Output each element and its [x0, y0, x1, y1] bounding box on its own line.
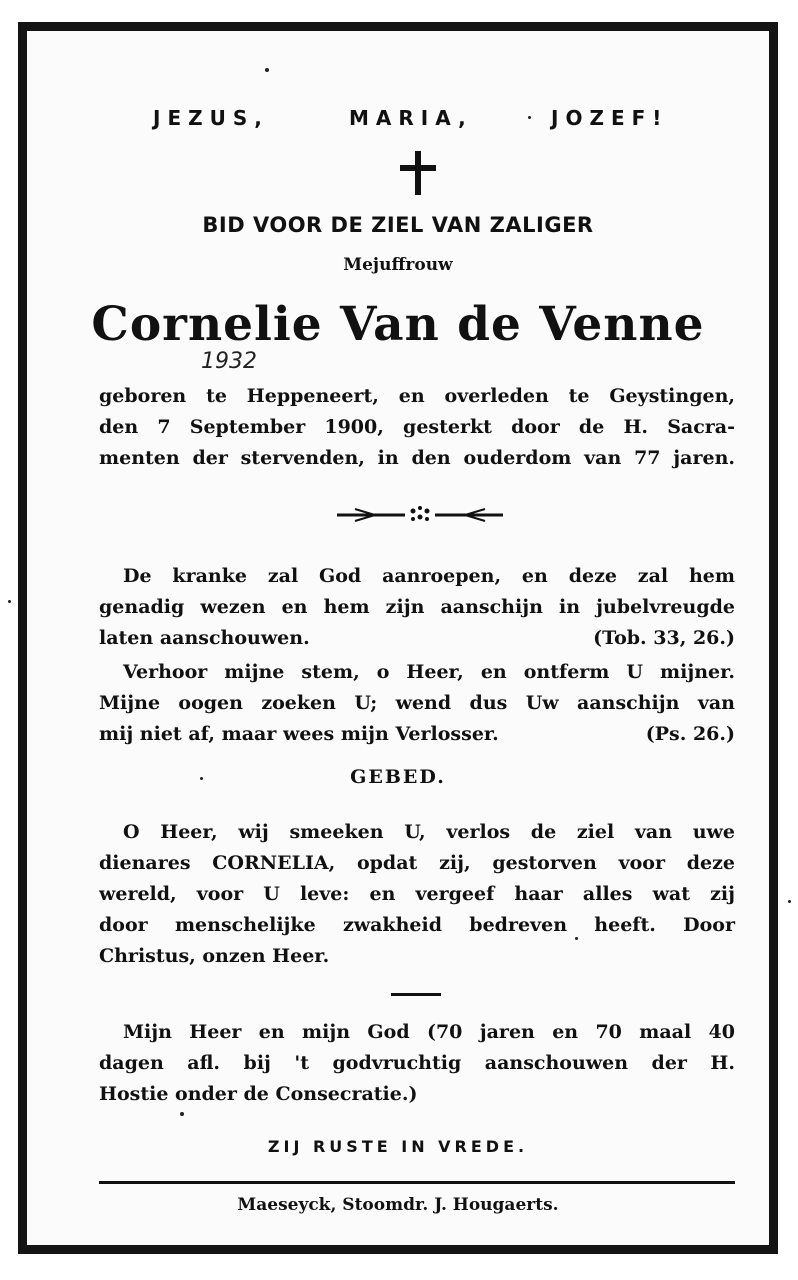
scan-speck: [575, 937, 578, 940]
verse-reference: (Ps. 26.): [645, 723, 735, 745]
prayer-line: O Heer, wij smeeken U, verlos de ziel van uwe: [123, 821, 735, 843]
prayer-line: dienares CORNELIA, opdat zij, gestorven voor deze: [99, 852, 735, 874]
verse-reference: (Tob. 33, 26.): [593, 627, 735, 649]
ornament-divider-icon: [335, 505, 505, 525]
header-maria: MARIA,: [349, 106, 473, 130]
verse-line: Verhoor mijne stem, o Heer, en ontferm U mijner.: [123, 661, 735, 683]
biography-line: den 7 September 1900, gesterkt door de H. Sacra-: [99, 416, 735, 438]
biography-line: geboren te Heppeneert, en overleden te Geystingen,: [99, 385, 735, 407]
memorial-card: [18, 22, 778, 1254]
verse-tobias: [99, 561, 735, 654]
prayer-line: Christus, onzen Heer.: [99, 945, 330, 967]
biography-line: menten der stervenden, in den ouderdom van 77 jaren.: [99, 447, 735, 469]
indulgence-line: Hostie onder de Consecratie.): [99, 1083, 418, 1105]
section-divider: [391, 993, 441, 996]
verse-line: De kranke zal God aanroepen, en deze zal hem: [123, 565, 735, 587]
prayer-line: wereld, voor U leve: en vergeef haar alles wat zij: [99, 883, 735, 905]
deceased-name: Cornelie Van de Venne: [91, 297, 705, 352]
indulgence-line: Mijn Heer en mijn God (70 jaren en 70 maal 40: [123, 1021, 735, 1043]
scan-speck: [200, 777, 203, 780]
horizontal-rule: [99, 1181, 735, 1184]
closing-rest-in-peace: ZIJ RUSTE IN VREDE.: [267, 1137, 529, 1156]
scan-speck: [528, 116, 531, 119]
prayer-line: door menschelijke zwakheid bedreven heeft. Door: [99, 914, 735, 936]
prayer-title: GEBED.: [350, 766, 446, 788]
verse-line: genadig wezen en hem zijn aanschijn in jubelvreugde: [99, 596, 735, 618]
verse-psalm: [99, 657, 735, 750]
indulgence-line: dagen afl. bij 't godvruchtig aanschouwen der H.: [99, 1052, 735, 1074]
verse-line: mij niet af, maar wees mijn Verlosser.: [99, 723, 499, 745]
scan-speck: [180, 1112, 184, 1116]
verse-line: Mijne oogen zoeken U; wend dus Uw aanschijn van: [99, 692, 735, 714]
handwritten-note: 1932: [201, 349, 257, 374]
scan-speck: [8, 600, 11, 603]
prayer-heading: BID VOOR DE ZIEL VAN ZALIGER: [202, 213, 594, 237]
verse-line: laten aanschouwen.: [99, 627, 310, 649]
header-jezus: JEZUS,: [153, 106, 269, 130]
honorific: Mejuffrouw: [343, 255, 453, 275]
indulgence-text: [99, 1017, 735, 1110]
printer-imprint: Maeseyck, Stoomdr. J. Hougaerts.: [237, 1195, 559, 1215]
header-jozef: JOZEF!: [551, 106, 669, 130]
scan-speck: [788, 900, 791, 903]
prayer-text: [99, 817, 735, 972]
scan-speck: [265, 68, 269, 72]
biography: [99, 381, 735, 474]
cross-icon: [400, 151, 436, 195]
